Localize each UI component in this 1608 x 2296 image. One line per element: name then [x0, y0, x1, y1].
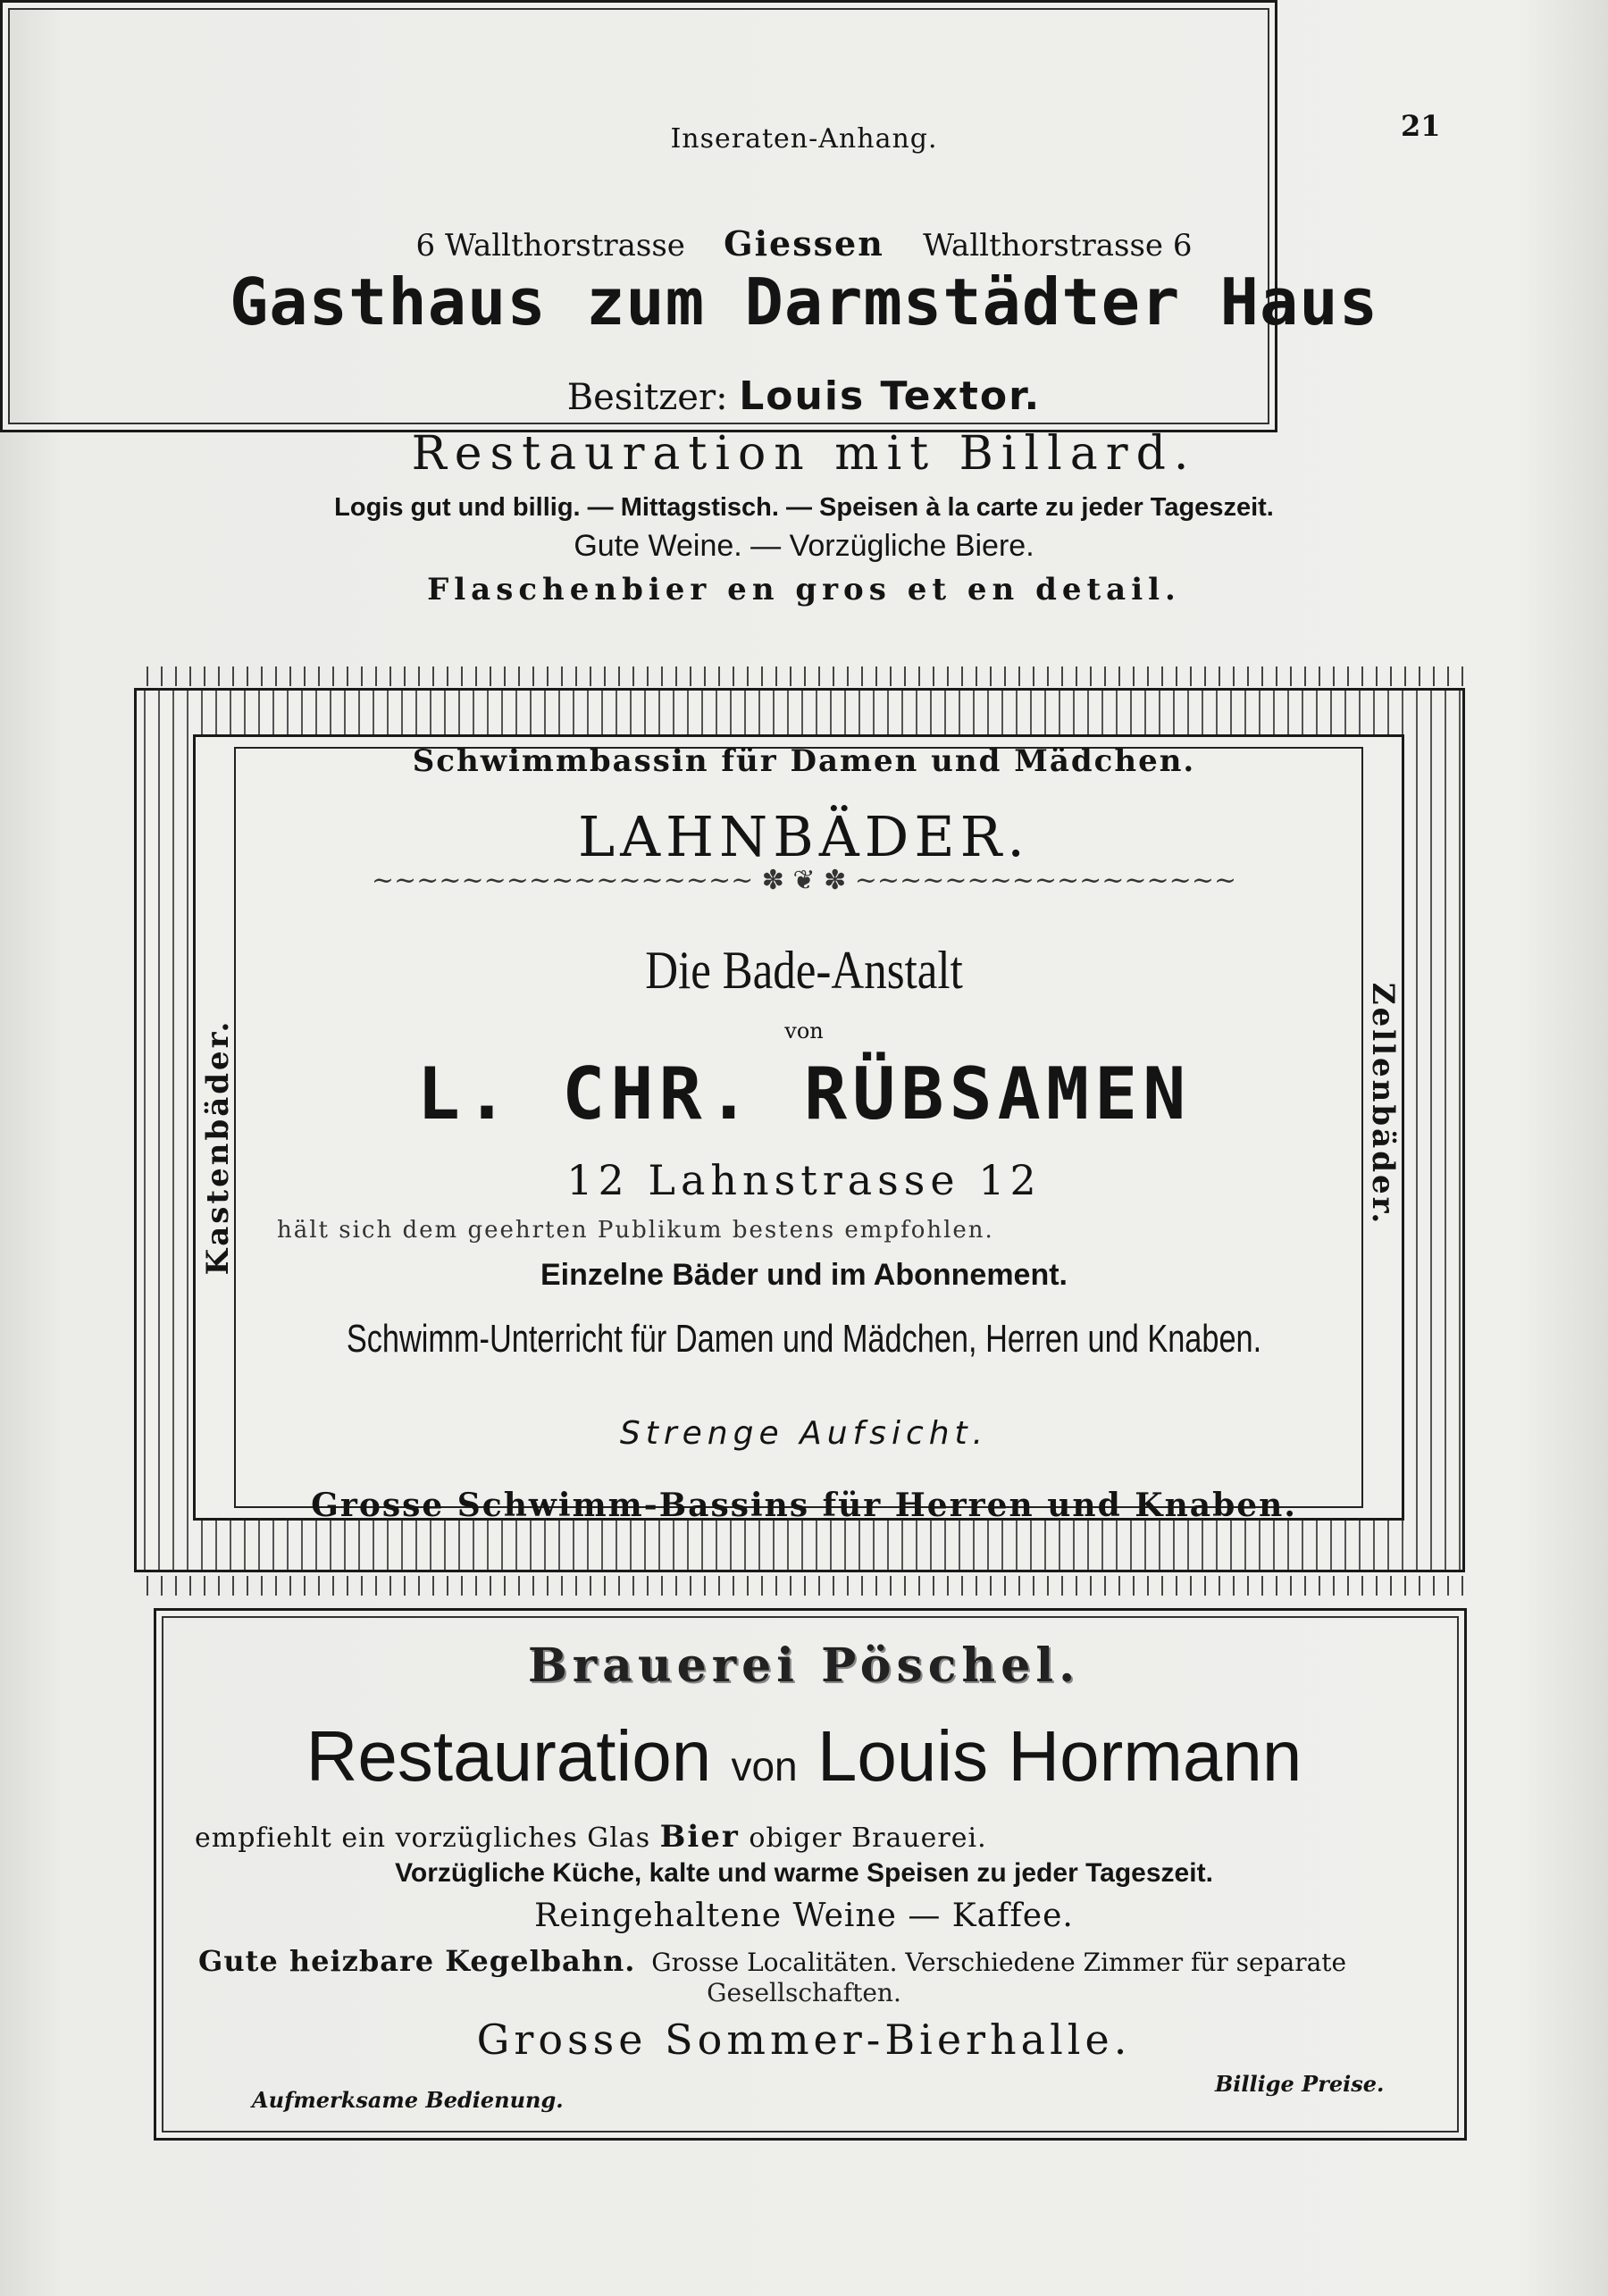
- ad3-brewery: Brauerei Pöschel.: [527, 1638, 1081, 1693]
- ad-gasthaus-darmstaedter-haus: [0, 0, 1277, 432]
- page-number: 21: [1401, 109, 1441, 143]
- ad3-resto-b: Louis Hormann: [817, 1716, 1302, 1796]
- ad3-gesell: Gesellschaften.: [707, 1978, 901, 2007]
- ad3-footer-left: Aufmerksame Bedienung.: [252, 2087, 564, 2113]
- ad3-empf-a: empfiehlt ein vorzügliches Glas: [195, 1823, 651, 1854]
- ad3-resto-von: von: [731, 1743, 798, 1789]
- ad1-owner-name: Louis Textor.: [739, 373, 1042, 419]
- ad2-ornament: ~~~~~~~~~~~~~~~~~ ✽ ❦ ✽ ~~~~~~~~~~~~~~~~~: [371, 865, 1237, 896]
- ad3-footer-right: Billige Preise.: [1215, 2071, 1385, 2097]
- ad2-bottom-banner: Grosse Schwimm-Bassins für Herren und Knaben.: [311, 1487, 1297, 1524]
- ad3-kegel-rest: Grosse Localitäten. Verschiedene Zimmer für separate: [651, 1948, 1347, 1977]
- ad2-von: von: [784, 1018, 824, 1043]
- ad2-side-right: Zellenbäder.: [1365, 982, 1401, 1227]
- ad1-owner-label: Besitzer:: [566, 377, 728, 418]
- ad2-side-left: Kastenbäder.: [200, 1018, 236, 1276]
- ad1-owner-line: [0, 373, 1608, 419]
- ad3-line-kueche: Vorzügliche Küche, kalte und warme Speisen zu jeder Tageszeit.: [395, 1858, 1213, 1888]
- ad1-line-weine: Gute Weine. — Vorzügliche Biere.: [574, 529, 1034, 563]
- ad1-address-left: 6 Wallthorstrasse: [415, 228, 685, 264]
- ad2-line-schwimm: Schwimm-Unterricht für Damen und Mädchen, Herren und Knaben.: [346, 1317, 1262, 1361]
- ornament-border-top: [134, 666, 1465, 686]
- running-title: Inseraten-Anhang.: [670, 123, 938, 155]
- ad3-empf-line: [195, 1819, 987, 1855]
- ad1-address-right: Wallthorstrasse 6: [923, 228, 1193, 264]
- ad2-title: LAHNBÄDER.: [578, 804, 1030, 869]
- ad3-sommer: Grosse Sommer-Bierhalle.: [476, 2015, 1132, 2064]
- ad3-resto-line: [0, 1715, 1608, 1797]
- ad2-subtitle: Die Bade-Anstalt: [645, 941, 963, 1000]
- ad1-city: Giessen: [724, 223, 884, 264]
- ad1-address-line: [0, 223, 1608, 264]
- ad2-street: 12 Lahnstrasse 12: [566, 1156, 1042, 1204]
- ad3-line-rein: Reingehaltene Weine — Kaffee.: [534, 1898, 1074, 1934]
- ad2-recommend: hält sich dem geehrten Publikum bestens empfohlen.: [277, 1217, 994, 1244]
- ad3-empf-b: obiger Brauerei.: [749, 1823, 987, 1854]
- ad2-name: L. CHR. RÜBSAMEN: [416, 1052, 1192, 1135]
- ad1-subtitle: Restauration mit Billard.: [411, 427, 1197, 481]
- ad1-line-flaschen: Flaschenbier en gros et en detail.: [427, 572, 1181, 608]
- ad2-top-banner: Schwimmbassin für Damen und Mädchen.: [412, 743, 1196, 779]
- ad2-line-streng: Strenge Aufsicht.: [619, 1415, 989, 1452]
- ad3-kegel-line: [198, 1944, 1346, 1978]
- ad3-resto-a: Restauration: [306, 1716, 712, 1796]
- ad3-kegel-bold: Gute heizbare Kegelbahn.: [198, 1944, 636, 1978]
- ad3-empf-bier: Bier: [659, 1819, 740, 1855]
- ad1-line-logis: Logis gut und billig. — Mittagstisch. — Speisen à la carte zu jeder Tageszeit.: [334, 493, 1274, 522]
- ad2-line-einzeln: Einzelne Bäder und im Abonnement.: [540, 1258, 1068, 1292]
- ornament-border-bottom: [134, 1576, 1465, 1596]
- ad1-title: Gasthaus zum Darmstädter Haus: [229, 264, 1379, 339]
